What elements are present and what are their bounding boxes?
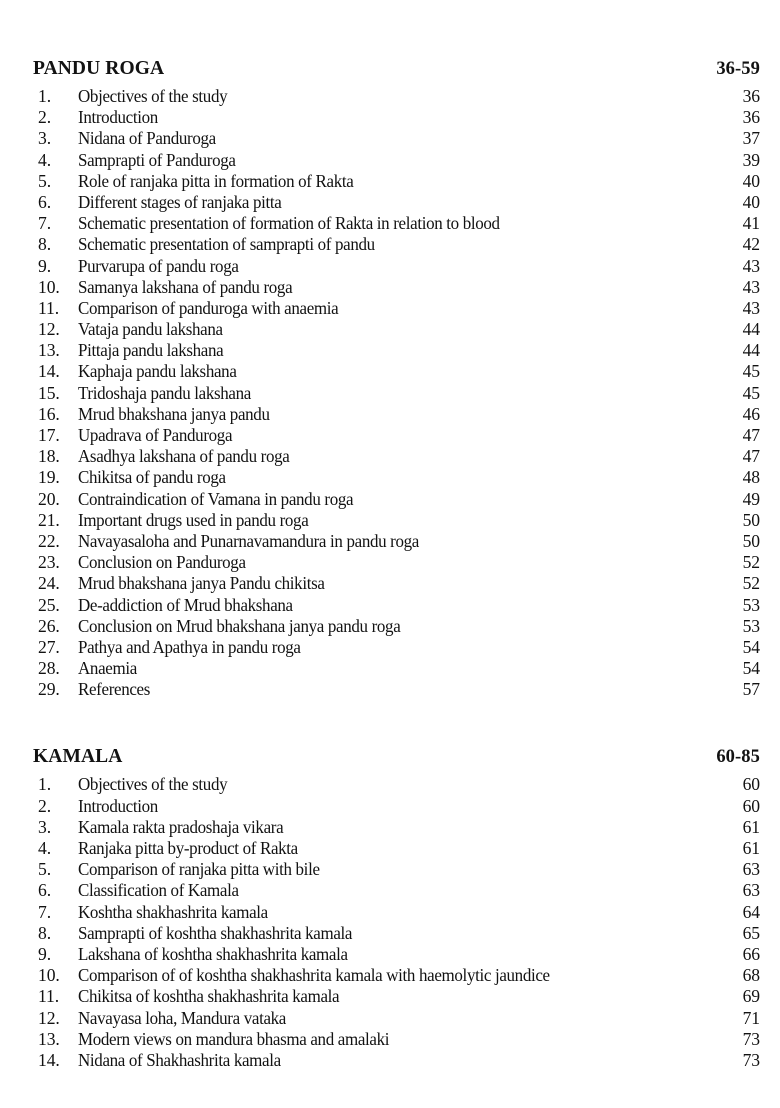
toc-entry[interactable] bbox=[0, 319, 780, 340]
entry-page-number: 43 bbox=[742, 276, 760, 297]
entry-page-number: 53 bbox=[742, 594, 760, 615]
toc-entry[interactable] bbox=[0, 1008, 780, 1029]
entry-number: 18. bbox=[38, 446, 60, 467]
entry-number: 27. bbox=[38, 636, 60, 657]
toc-entry[interactable] bbox=[0, 679, 780, 700]
entry-page-number: 63 bbox=[742, 880, 760, 901]
entry-page-number: 64 bbox=[742, 901, 760, 922]
toc-entry[interactable] bbox=[0, 86, 780, 107]
toc-entry[interactable] bbox=[0, 467, 780, 488]
toc-entry[interactable] bbox=[0, 361, 780, 382]
entry-title: Pathya and Apathya in pandu roga bbox=[78, 636, 301, 657]
toc-entry[interactable] bbox=[0, 107, 780, 128]
entry-title: Modern views on mandura bhasma and amalaki bbox=[78, 1028, 390, 1049]
toc-entry[interactable] bbox=[0, 234, 780, 255]
entry-page-number: 61 bbox=[742, 838, 760, 858]
entry-page-number: 40 bbox=[742, 170, 760, 191]
entry-page-number: 45 bbox=[742, 382, 760, 403]
entry-title: Classification of Kamala bbox=[78, 880, 239, 901]
entry-page-number: 48 bbox=[742, 467, 760, 488]
entry-number: 19. bbox=[38, 467, 60, 488]
entry-number: 29. bbox=[38, 679, 60, 700]
toc-entry[interactable] bbox=[0, 192, 780, 213]
toc-entry[interactable] bbox=[0, 902, 780, 923]
entry-page-number: 40 bbox=[742, 191, 760, 212]
toc-entry[interactable] bbox=[0, 838, 780, 859]
entry-title: Chikitsa of koshtha shakhashrita kamala bbox=[78, 986, 340, 1007]
entry-number: 26. bbox=[38, 615, 60, 636]
entry-title: Kamala rakta pradoshaja vikara bbox=[78, 816, 284, 837]
entry-title: Navayasa loha, Mandura vataka bbox=[78, 1007, 287, 1028]
entry-title: Important drugs used in pandu roga bbox=[78, 509, 309, 530]
entry-page-number: 69 bbox=[742, 986, 760, 1007]
entry-title: Ranjaka pitta by-product of Rakta bbox=[78, 838, 298, 858]
entry-title: Asadhya lakshana of pandu roga bbox=[78, 446, 290, 467]
entry-number: 4. bbox=[38, 838, 51, 858]
entry-page-number: 39 bbox=[742, 149, 760, 170]
entry-number: 6. bbox=[38, 191, 51, 212]
section-gap bbox=[0, 700, 780, 746]
toc-entry[interactable] bbox=[0, 446, 780, 467]
entry-page-number: 61 bbox=[742, 816, 760, 837]
entry-title: Kaphaja pandu lakshana bbox=[78, 361, 237, 382]
toc-entry[interactable] bbox=[0, 796, 780, 817]
entry-title: Navayasaloha and Punarnavamandura in pandu roga bbox=[78, 530, 420, 551]
entry-title: Comparison of of koshtha shakhashrita kamala with haemolytic jaundice bbox=[78, 965, 550, 986]
entry-page-number: 42 bbox=[742, 234, 760, 255]
entry-page-number: 54 bbox=[742, 658, 760, 679]
entry-number: 14. bbox=[38, 1049, 60, 1070]
toc-entry[interactable] bbox=[0, 150, 780, 171]
entry-title: Samanya lakshana of pandu roga bbox=[78, 276, 293, 297]
entry-page-number: 37 bbox=[742, 128, 760, 149]
entry-title: References bbox=[78, 679, 151, 700]
top-margin bbox=[0, 0, 780, 58]
entry-page-number: 73 bbox=[742, 1028, 760, 1049]
entry-title: Chikitsa of pandu roga bbox=[78, 467, 226, 488]
toc-entry[interactable] bbox=[0, 510, 780, 531]
toc-entry[interactable] bbox=[0, 425, 780, 446]
entry-title: Lakshana of koshtha shakhashrita kamala bbox=[78, 943, 348, 964]
entry-page-number: 41 bbox=[742, 213, 760, 234]
entry-number: 17. bbox=[38, 425, 60, 445]
toc-entry[interactable] bbox=[0, 923, 780, 944]
entry-number: 25. bbox=[38, 594, 60, 615]
toc-entry[interactable] bbox=[0, 616, 780, 637]
entry-title: Introduction bbox=[78, 107, 158, 128]
toc-section bbox=[0, 58, 780, 700]
entry-page-number: 45 bbox=[742, 361, 760, 382]
entry-number: 4. bbox=[38, 149, 51, 170]
toc-entry[interactable] bbox=[0, 880, 780, 901]
entry-title: Comparison of panduroga with anaemia bbox=[78, 297, 339, 318]
entry-number: 12. bbox=[38, 319, 60, 340]
entry-title: Upadrava of Panduroga bbox=[78, 425, 233, 445]
entry-page-number: 49 bbox=[742, 488, 760, 509]
toc-entry[interactable] bbox=[0, 340, 780, 361]
entry-page-number: 60 bbox=[742, 795, 760, 816]
toc-entry[interactable] bbox=[0, 213, 780, 234]
entry-page-number: 43 bbox=[742, 297, 760, 318]
entry-number: 15. bbox=[38, 382, 60, 403]
toc-entry[interactable] bbox=[0, 637, 780, 658]
entry-title: Role of ranjaka pitta in formation of Rakta bbox=[78, 170, 354, 191]
toc-entry[interactable] bbox=[0, 658, 780, 679]
entry-title: Nidana of Shakhashrita kamala bbox=[78, 1049, 281, 1070]
entry-title: Pittaja pandu lakshana bbox=[78, 340, 224, 361]
entry-number: 2. bbox=[38, 795, 51, 816]
toc-entry[interactable] bbox=[0, 531, 780, 552]
entry-page-number: 68 bbox=[742, 965, 760, 986]
entry-number: 14. bbox=[38, 361, 60, 382]
entry-title: Conclusion on Mrud bhakshana janya pandu roga bbox=[78, 615, 401, 636]
toc-entry[interactable] bbox=[0, 298, 780, 319]
entry-number: 11. bbox=[38, 297, 60, 318]
entry-page-number: 43 bbox=[742, 255, 760, 276]
entry-title: Comparison of ranjaka pitta with bile bbox=[78, 859, 320, 880]
entry-number: 13. bbox=[38, 340, 60, 361]
toc-entry[interactable] bbox=[0, 595, 780, 616]
toc-entry[interactable] bbox=[0, 573, 780, 594]
entry-page-number: 65 bbox=[742, 922, 760, 943]
entry-number: 11. bbox=[38, 986, 60, 1007]
toc-entry[interactable] bbox=[0, 1050, 780, 1071]
entry-number: 16. bbox=[38, 403, 60, 424]
toc-entry[interactable] bbox=[0, 404, 780, 425]
entry-number: 1. bbox=[38, 86, 51, 106]
entry-title: Samprapti of koshtha shakhashrita kamala bbox=[78, 922, 353, 943]
entry-page-number: 44 bbox=[742, 340, 760, 361]
entry-number: 8. bbox=[38, 922, 51, 943]
entry-number: 9. bbox=[38, 943, 51, 964]
entry-number: 22. bbox=[38, 530, 60, 551]
entry-number: 10. bbox=[38, 965, 60, 986]
entry-page-number: 71 bbox=[742, 1007, 760, 1028]
entry-title: Objectives of the study bbox=[78, 86, 228, 106]
section-heading-title: KAMALA bbox=[33, 746, 123, 768]
entry-number: 12. bbox=[38, 1007, 60, 1028]
entry-title: Koshtha shakhashrita kamala bbox=[78, 901, 268, 922]
entry-page-number: 63 bbox=[742, 859, 760, 880]
entry-page-number: 66 bbox=[742, 943, 760, 964]
toc-entry[interactable] bbox=[0, 552, 780, 573]
entry-title: Introduction bbox=[78, 795, 158, 816]
entry-number: 8. bbox=[38, 234, 51, 255]
toc-entry[interactable] bbox=[0, 383, 780, 404]
entry-number: 10. bbox=[38, 276, 60, 297]
toc-entry[interactable] bbox=[0, 986, 780, 1007]
entry-number: 3. bbox=[38, 816, 51, 837]
toc-entry[interactable] bbox=[0, 965, 780, 986]
entry-title: Mrud bhakshana janya Pandu chikitsa bbox=[78, 573, 325, 594]
sections-container bbox=[0, 58, 780, 1071]
entry-number: 7. bbox=[38, 213, 51, 234]
entry-page-number: 47 bbox=[742, 446, 760, 467]
entry-title: Anaemia bbox=[78, 658, 137, 679]
entry-title: Contraindication of Vamana in pandu roga bbox=[78, 488, 354, 509]
toc-entry[interactable] bbox=[0, 128, 780, 149]
toc-entry[interactable] bbox=[0, 277, 780, 298]
entry-number: 6. bbox=[38, 880, 51, 901]
entry-number: 1. bbox=[38, 774, 51, 795]
entry-number: 9. bbox=[38, 255, 51, 276]
entry-page-number: 52 bbox=[742, 573, 760, 594]
section-heading bbox=[0, 746, 780, 774]
toc-entry[interactable] bbox=[0, 859, 780, 880]
entry-page-number: 50 bbox=[742, 509, 760, 530]
entry-page-number: 60 bbox=[742, 774, 760, 795]
entry-title: Samprapti of Panduroga bbox=[78, 149, 236, 170]
entry-number: 20. bbox=[38, 488, 60, 509]
entry-title: Schematic presentation of samprapti of pandu bbox=[78, 234, 375, 255]
toc-entry[interactable] bbox=[0, 489, 780, 510]
entry-page-number: 54 bbox=[742, 636, 760, 657]
toc-entry[interactable] bbox=[0, 817, 780, 838]
entry-title: Conclusion on Panduroga bbox=[78, 552, 246, 573]
entry-list bbox=[0, 86, 780, 700]
entry-number: 5. bbox=[38, 170, 51, 191]
entry-number: 28. bbox=[38, 658, 60, 679]
toc-entry[interactable] bbox=[0, 256, 780, 277]
entry-title: Objectives of the study bbox=[78, 774, 228, 795]
entry-page-number: 36 bbox=[742, 107, 760, 128]
toc-entry[interactable] bbox=[0, 944, 780, 965]
entry-number: 3. bbox=[38, 128, 51, 149]
entry-number: 2. bbox=[38, 107, 51, 128]
entry-title: Tridoshaja pandu lakshana bbox=[78, 382, 251, 403]
entry-page-number: 46 bbox=[742, 403, 760, 424]
entry-page-number: 36 bbox=[742, 86, 760, 106]
entry-title: Mrud bhakshana janya pandu bbox=[78, 403, 270, 424]
entry-page-number: 73 bbox=[742, 1049, 760, 1070]
entry-number: 23. bbox=[38, 552, 60, 573]
section-heading-title: PANDU ROGA bbox=[33, 58, 165, 79]
entry-title: Vataja pandu lakshana bbox=[78, 319, 223, 340]
section-page-range: 36-59 bbox=[716, 59, 760, 79]
entry-page-number: 52 bbox=[742, 552, 760, 573]
entry-page-number: 53 bbox=[742, 615, 760, 636]
toc-section bbox=[0, 746, 780, 1071]
entry-number: 24. bbox=[38, 573, 60, 594]
entry-title: De-addiction of Mrud bhakshana bbox=[78, 594, 293, 615]
entry-number: 21. bbox=[38, 509, 60, 530]
entry-title: Nidana of Panduroga bbox=[78, 128, 216, 149]
section-page-range: 60-85 bbox=[716, 747, 760, 768]
entry-number: 13. bbox=[38, 1028, 60, 1049]
entry-page-number: 44 bbox=[742, 319, 760, 340]
toc-entry[interactable] bbox=[0, 1029, 780, 1050]
entry-page-number: 50 bbox=[742, 530, 760, 551]
section-heading bbox=[0, 58, 780, 86]
entry-number: 5. bbox=[38, 859, 51, 880]
entry-page-number: 47 bbox=[742, 425, 760, 445]
toc-entry[interactable] bbox=[0, 171, 780, 192]
entry-title: Purvarupa of pandu roga bbox=[78, 255, 239, 276]
toc-entry[interactable] bbox=[0, 774, 780, 795]
entry-list bbox=[0, 774, 780, 1071]
entry-number: 7. bbox=[38, 901, 51, 922]
entry-title: Different stages of ranjaka pitta bbox=[78, 191, 282, 212]
entry-page-number: 57 bbox=[742, 679, 760, 700]
entry-title: Schematic presentation of formation of Rakta in relation to blood bbox=[78, 213, 500, 234]
